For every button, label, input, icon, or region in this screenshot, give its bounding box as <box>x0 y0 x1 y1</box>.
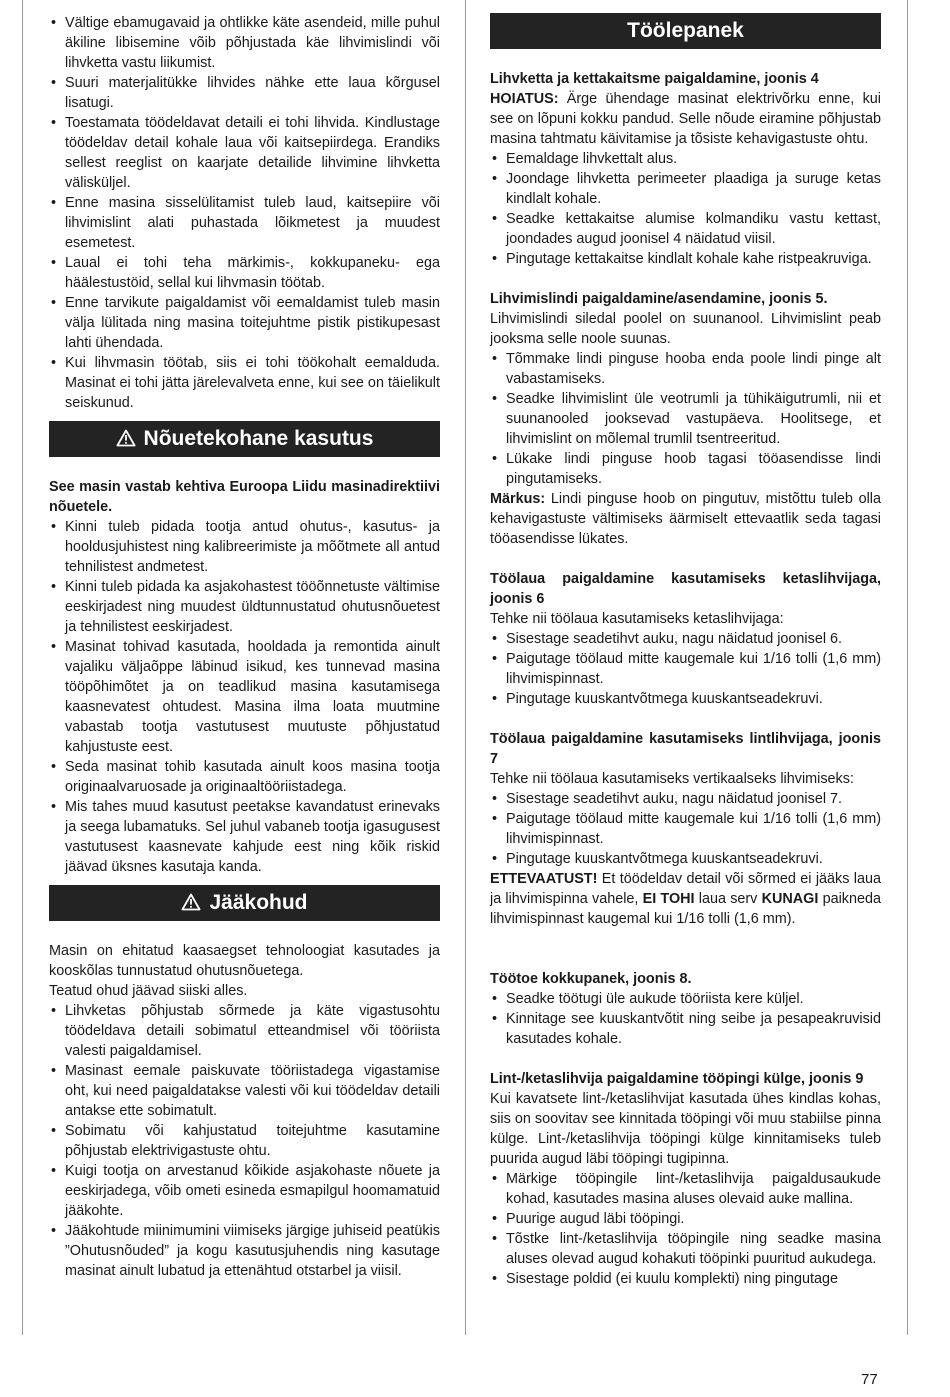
residual-risks-banner <box>49 885 440 921</box>
bullet-list <box>490 1169 881 1289</box>
section-heading: Töötoe kokkupanek, joonis 8. <box>490 971 692 987</box>
warning-label: HOIATUS: <box>490 91 559 107</box>
caution-paragraph <box>490 869 881 929</box>
list-item: • Enne masina sisselülitamist tuleb laud, kaitsepiire või lihvimislint alati puhastada lõikmetest ja muudest esemetest. <box>49 193 440 253</box>
assembly-banner <box>490 13 881 49</box>
list-item: • Seadke kettakaitse alumise kolmandiku vastu kettast, joondades augud joonisel 4 näidatud viisil. <box>490 209 881 249</box>
list-item: • Puurige augud läbi tööpingi. <box>490 1209 881 1229</box>
list-item: • Laual ei tohi teha märkimis-, kokkupaneku- ega häälestustöid, sellal kui lihvmasin töötab. <box>49 253 440 293</box>
list-item: • Masinat tohivad kasutada, hooldada ja remontida ainult vajaliku väljaõppe läbinud isikud, kes tunnevad masina tööpõhimõtet ja on teadlikud masina kasutamisega kaasnevatest ohtudest. Masina ilma loata muutmine vabastab tootja vastutusest muutuste põhjustatud kahjustuste eest. <box>49 637 440 757</box>
list-item: • Suuri materjalitükke lihvides nähke ette laua kõrgusel lisatugi. <box>49 73 440 113</box>
residual-risks-list <box>49 1001 440 1281</box>
section-intro: Lihvimislindi siledal poolel on suunanool. Lihvimislint peab jooksma selle noole suunas. <box>490 311 881 347</box>
residual-risks-paragraph: Teatud ohud jäävad siiski alles. <box>49 983 248 999</box>
residual-risks-paragraph: Masin on ehitatud kaasaegset tehnoloogiat kasutades ja kooskõlas tunnustatud ohutusnõuetega. <box>49 943 440 979</box>
right-margin-rule <box>907 0 908 1335</box>
section-heading: Töölaua paigaldamine kasutamiseks lintlihvijaga, joonis 7 <box>490 731 881 767</box>
bullet-list <box>490 349 881 489</box>
section-heading: Lihvketta ja kettakaitsme paigaldamine, joonis 4 <box>490 71 819 87</box>
list-item: • Kinni tuleb pidada tootja antud ohutus-, kasutus- ja hooldusjuhistest ning kalibreerimiste ja mõõtmete all antud tehnilistest andmetest. <box>49 517 440 577</box>
list-item: • Enne tarvikute paigaldamist või eemaldamist tuleb masin välja lülitada ning masina toitejuhtme pistik pistikupesast lahti ühendada. <box>49 293 440 353</box>
list-item: • Sisestage poldid (ei kuulu komplekti) ning pingutage <box>490 1269 881 1289</box>
caution-text: laua serv <box>694 891 762 907</box>
note-label: Märkus: <box>490 491 546 507</box>
caution-label: ETTEVAATUST! <box>490 871 598 887</box>
list-item: • Masinast eemale paiskuvate tööriistadega vigastamise oht, kui need paigaldatakse valesti või kui töödeldav detaili antakse ette sobimatult. <box>49 1061 440 1121</box>
list-item: • Seadke lihvimislint üle veotrumli ja tühikäigutrumli, nii et suunanooled jooksevad vastupäeva. Hoolitsege, et lihvimislint on mõlemal trumlil tsentreeritud. <box>490 389 881 449</box>
list-item: • Kinni tuleb pidada ka asjakohastest tööõnnetuste vältimise eeskirjadest ning muudest üldtunnustatud ohutusnõuetest ja tehnilistest eeskirjadest. <box>49 577 440 637</box>
caution-emphasis: EI TOHI <box>642 891 695 907</box>
section-intro: Kui kavatsete lint-/ketaslihvijat kasutada ühes kindlas kohas, siis on soovitav see kinnitada tööpingi või muu stabiilse pinna külge. Lint-/ketaslihvija tööpingi külge kinnitamiseks tuleb puurida augud läbi tööpingi tugipinna. <box>490 1091 881 1167</box>
bullet-list <box>490 789 881 869</box>
list-item: • Tõstke lint-/ketaslihvija tööpingile ning seadke masina aluses olevad augud kohakuti tööpinki puuritud aukudega. <box>490 1229 881 1269</box>
note-paragraph <box>490 489 881 549</box>
caution-text: Et töödeldav detail või sõrmed ei jääks laua ja lihvimispinna vahele, <box>490 871 881 907</box>
proper-use-list <box>49 517 440 877</box>
bullet-list <box>490 149 881 269</box>
list-item: • Tõmmake lindi pinguse hooba enda poole lindi pinge alt vabastamiseks. <box>490 349 881 389</box>
left-margin-rule <box>22 0 23 1335</box>
note-text: Lindi pinguse hoob on pingutuv, mistõttu tuleb olla kehavigastuste vältimiseks äärmiselt ettevaatlik seda tagasi tööasendisse lükates. <box>490 491 881 547</box>
proper-use-banner <box>49 421 440 457</box>
list-item: • Toestamata töödeldavat detaili ei tohi lihvida. Kindlustage töödeldav detail kohale laua või kaitsepiirdega. Erandiks sellest reeglist on kaarjate detailide lihvimine lihvketta välisküljel. <box>49 113 440 193</box>
section-heading: Lihvimislindi paigaldamine/asendamine, joonis 5. <box>490 291 828 307</box>
list-item: • Sisestage seadetihvt auku, nagu näidatud joonisel 6. <box>490 629 881 649</box>
caution-text: paikneda lihvimispinnast kaugemal kui 1/16 tolli (1,6 mm). <box>490 891 882 927</box>
section-heading: Lint-/ketaslihvija paigaldamine tööpingi külge, joonis 9 <box>490 1071 864 1087</box>
bullet-list <box>490 989 881 1049</box>
list-item: • Kuigi tootja on arvestanud kõikide asjakohaste nõuete ja eeskirjadega, võib ometi esineda esmapilgul hoomamatuid jääkohte. <box>49 1161 440 1221</box>
list-item: • Seda masinat tohib kasutada ainult koos masina tootja originaalvaruosade ja originaaltööriistadega. <box>49 757 440 797</box>
proper-use-lead: See masin vastab kehtiva Euroopa Liidu masinadirektiivi nõuetele. <box>49 479 440 515</box>
list-item: • Eemaldage lihvkettalt alus. <box>490 149 881 169</box>
list-item: • Märkige tööpingile lint-/ketaslihvija paigaldusaukude kohad, kasutades masina aluses olevaid auke mallina. <box>490 1169 881 1209</box>
warning-text: Ärge ühendage masinat elektrivõrku enne, kui see on lõpuni kokku pandud. Selle nõude eiramine põhjustab masina tahtmatu käivitamise ja tõsiste kehavigastuste ohtu. <box>490 91 881 147</box>
list-item: • Kinnitage see kuuskantvõtit ning seibe ja pesapeakruvisid kasutades kohale. <box>490 1009 881 1049</box>
list-item: • Paigutage töölaud mitte kaugemale kui 1/16 tolli (1,6 mm) lihvimispinnast. <box>490 809 881 849</box>
list-item: • Vältige ebamugavaid ja ohtlikke käte asendeid, mille puhul äkiline libisemine võib põhjustada käe lihvimislindi või lihvketta vastu liikumist. <box>49 13 440 73</box>
list-item: • Seadke töötugi üle aukude tööriista kere küljel. <box>490 989 881 1009</box>
list-item: • Paigutage töölaud mitte kaugemale kui 1/16 tolli (1,6 mm) lihvimispinnast. <box>490 649 881 689</box>
safety-bullet-list <box>49 13 440 413</box>
section-heading: Töölaua paigaldamine kasutamiseks ketaslihvijaga, joonis 6 <box>490 571 881 607</box>
list-item: • Jääkohtude miinimumini viimiseks järgige juhiseid peatükis ”Ohutusnõuded” ja kogu kasutusjuhendis ning kasutage masinat ainult lubatud ja ettenähtud otstarbel ja viisil. <box>49 1221 440 1281</box>
list-item: • Joondage lihvketta perimeeter plaadiga ja suruge ketas kindlalt kohale. <box>490 169 881 209</box>
list-item: • Pingutage kuuskantvõtmega kuuskantseadekruvi. <box>490 689 881 709</box>
list-item: • Pingutage kettakaitse kindlalt kohale kahe ristpeakruviga. <box>490 249 881 269</box>
page-number: 77 <box>861 1371 878 1388</box>
proper-use-title: Nõuetekohane kasutus <box>143 427 374 450</box>
list-item: • Sisestage seadetihvt auku, nagu näidatud joonisel 7. <box>490 789 881 809</box>
left-column <box>49 13 440 1281</box>
section-intro: Tehke nii töölaua kasutamiseks ketaslihvijaga: <box>490 611 784 627</box>
list-item: • Pingutage kuuskantvõtmega kuuskantseadekruvi. <box>490 849 881 869</box>
list-item: • Sobimatu või kahjustatud toitejuhtme kasutamine põhjustab elektrivigastuste ohtu. <box>49 1121 440 1161</box>
bullet-list <box>490 629 881 709</box>
assembly-title: Töölepanek <box>627 19 744 42</box>
list-item: • Kui lihvmasin töötab, siis ei tohi töökohalt eemalduda. Masinat ei tohi jätta järelevalveta enne, kui see on täielikult seiskunud. <box>49 353 440 413</box>
caution-emphasis: KUNAGI <box>761 891 819 907</box>
warning-triangle-icon <box>116 423 136 459</box>
warning-paragraph <box>490 89 881 149</box>
list-item: • Mis tahes muud kasutust peetakse kavandatust erinevaks ja seega lubamatuks. Sel juhul vabaneb tootja igasugusest vastutusest kaasnevate kahjude eest ning kõik riskid jäävad üksnes kasutaja kanda. <box>49 797 440 877</box>
list-item: • Lihvketas põhjustab sõrmede ja käte vigastusohtu töödeldava detaili sobimatul etteandmisel või tööriista valesti paigaldamisel. <box>49 1001 440 1061</box>
residual-risks-title: Jääkohud <box>209 891 308 914</box>
section-intro: Tehke nii töölaua kasutamiseks vertikaalseks lihvimiseks: <box>490 771 854 787</box>
list-item: • Lükake lindi pinguse hoob tagasi tööasendisse lindi pingutamiseks. <box>490 449 881 489</box>
warning-triangle-icon <box>181 887 201 923</box>
column-divider <box>465 0 466 1335</box>
right-column <box>490 13 881 1289</box>
